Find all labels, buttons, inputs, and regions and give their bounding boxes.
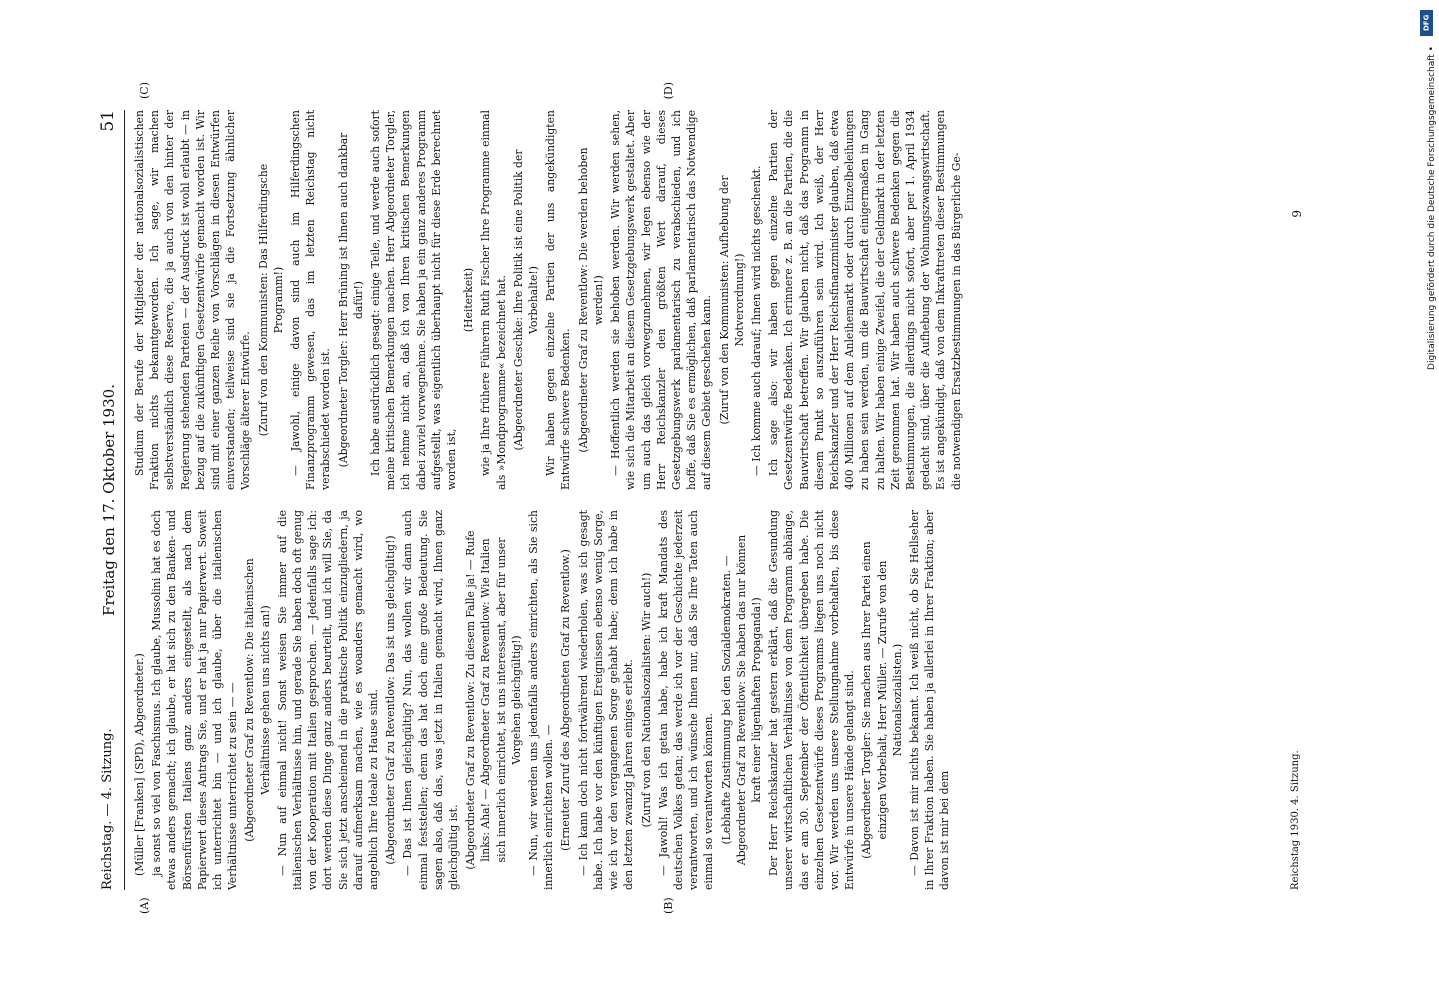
left-interjection-7: (Abgeordneter Torgler: Sie machen aus Ihrer Partei einen einzigen Vorbehalt, Herr Müller. — Zurufe von den Nationalsozialisten.): [860, 541, 904, 859]
page-number: 51: [98, 110, 118, 132]
left-interjection-4: (Erneuter Zuruf des Abgeordneten Graf zu Reventlow.): [559, 549, 573, 851]
left-interjection-5: (Zuruf von den Nationalsozialisten: Wir auch!): [639, 572, 653, 828]
right-interjection-4: (Abgeordneter Geschke: Ihre Politik ist eine Politik der Vorbehalte!): [511, 149, 541, 451]
right-interjection-5: (Abgeordneter Graf zu Reventlow: Die werden behoben werden!): [576, 147, 605, 453]
left-para-3: — Nun auf einmal nicht! Sonst weisen Sie immer auf die italienischen Verhältnisse hin, und gerade Sie haben doch oft genug von der Kooperation mit Italien gesprochen. — Jedenfalls sage ich: dort werden diese Dinge ganz anders beurteilt, und ich will Sie, da Sie sich jetzt anscheinend in die praktische Politik einzugliedern, ja darauf aufmerksam machen, wie es woanders gemacht wird, wo angeblich Ihre Ideale zu Hause sind.: [275, 510, 381, 890]
left-interjection-1: (Abgeordneter Graf zu Reventlow: Die italienischen Verhältnisse gehen uns nichts an!): [243, 558, 272, 842]
right-para-7: — Ich komme auch darauf; Ihnen wird nichts geschenkt.: [749, 165, 763, 476]
left-para-2: ja sonst so viel von Faschismus. Ich glaube, Mussolini hat es doch etwas anders gemacht; ich glaube, er hat sich zu den Banken- und Börsenfürsten Italiens ganz anders eingestellt, als nach dem Papierwert dieses Antrags Sie, und er hat ja nur Papierwert. Soweit ich unterrichtet bin — und ich glaube, über die italienischen Verhältnisse unterrichtet zu sein — —: [150, 510, 240, 890]
left-para-1: (Müller [Franken] (SPD), Abgeordneter.): [133, 653, 146, 876]
page-footer: [1290, 110, 1310, 890]
marker-c: (C): [138, 82, 151, 99]
right-interjection-2: (Abgeordneter Torgler: Herr Brüning ist Ihnen auch dankbar dafür!): [336, 132, 365, 468]
marker-d: (D): [662, 82, 675, 100]
dfg-logo: DFG: [1420, 10, 1433, 36]
right-para-5: Wir haben gegen einzelne Partien der uns angekündigten Entwürfe schwere Bedenken.: [544, 110, 573, 490]
left-para-8: Der Herr Reichskanzler hat gestern erklärt, daß die Gesundung unserer wirtschaftlichen Verhältnisse von dem Programm abhänge, das er am 30. September der Öffentlichkeit übergeben habe. Die einzelnen Gesetzentwürfe dieses Programms liegen uns noch nicht vor. Wir werden uns unsere Stellungnahme vorbehalten, bis diese Entwürfe in unsere Hände gelangt sind.: [767, 510, 857, 890]
credit-text: Digitalisierung gefördert durch die Deutsche Forschungsgemeinschaft •: [1427, 46, 1437, 370]
header-left: Reichstag. — 4. Sitzung.: [100, 728, 115, 890]
left-interjection-2: (Abgeordneter Graf zu Reventlow: Das ist uns gleichgültig!): [384, 535, 398, 865]
right-para-3: Ich habe ausdrücklich gesagt: einige Teile, und werde auch sofort meine kritischen Bemerkungen machen. Herr Abgeordneter Torgler, ich nehme nicht an, daß ich von Ihren kritischen Bemerkungen dabei zuviel vorwegnehme. Sie haben ja ein ganz anderes Programm aufgestellt, was eigentlich überhaupt nicht für diese Erde berechnet worden ist,: [369, 110, 459, 490]
right-para-8: Ich sage also: wir haben gegen einzelne Partien der Gesetzentwürfe Bedenken. Ich erinnere z. B. an die Partien, die die Bauwirtschaft betreffen. Wir glauben nicht, daß das Programm in diesem Punkt so auszuführen sein wird. Ich weiß, der Herr Reichskanzler und der Herr Reichsfinanzminister glauben, daß etwa 400 Millionen auf dem Anleihemarkt oder durch Einzelbeleihungen zu haben sein werden, um die Bauwirtschaft einigermaßen in Gang zu halten. Wir haben einige Zweifel, die der Geldmarkt in der letzten Zeit genommen hat. Wir haben auch schwere Bedenken gegen die Bestimmungen, die allerdings nicht sofort, aber per 1. April 1934 gedacht sind, über die Aufhebung der Wohnungszwangswirtschaft. Es ist angekündigt, daß von dem Inkrafttreten dieser Bestimmungen die notwendigen Ersatzbestimmungen in das Bürgerliche Ge-: [767, 110, 963, 490]
left-para-4: — Das ist Ihnen gleichgültig? Nun, das wollen wir dann auch einmal feststellen; denn das hat doch eine große Bedeutung. Sie sagen also, daß das, was jetzt in Italien gemacht wird, Ihnen ganz gleichgültig ist.: [401, 510, 461, 890]
left-para-6: — Ich kann doch nicht fortwährend wiederholen, was ich gesagt habe. Ich habe vor den künftigen Ereignissen ebenso wenig Sorge, wie ich vor den vergangenen Sorge gehabt habe; denn ich habe in den letzten zwanzig Jahren einiges erlebt.: [576, 510, 636, 890]
marker-b: (B): [662, 897, 675, 914]
header-date: Freitag den 17. Oktober 1930.: [100, 384, 118, 616]
right-para-1: Studium der Berufe der Mitglieder der nationalsozialistischen Fraktion nichts bekanntgeworden. Ich sage, wir machen selbstverständlich diese Reserve, die ja auch von den hinter der Regierung stehenden Parteien — der Ausdruck ist wohl erlaubt — in bezug auf die zukünftigen Gesetzentwürfe gemacht worden ist. Wir sind mit einer ganzen Reihe von Vorschlägen in diesen Entwürfen einverstanden; teilweise sind sie ja die Fortsetzung ähnlicher Vorschläge älterer Entwürfe.: [133, 110, 253, 490]
footer-left: Reichstag 1930. 4. Sitzung.: [1290, 750, 1301, 890]
right-column: [132, 110, 1278, 490]
signature-mark: 9: [1290, 210, 1304, 218]
marker-a: (A): [138, 897, 151, 914]
right-para-4: wie ja Ihre frühere Führerin Ruth Fischer Ihre Programme einmal als »Mondprogramme« bezeichnet hat.: [479, 110, 508, 490]
left-column: [132, 510, 1278, 890]
document-page: [92, 80, 1322, 920]
right-interjection-3: (Heiterkeit): [462, 267, 476, 333]
left-interjection-3: (Abgeordneter Graf zu Reventlow: Zu diesem Falle ja! — Rufe links: Aha! — Abgeordneter Graf zu Reventlow: Wie Italien sich innerlich einrichtet, ist uns interessant, aber für unser Vorgehen gleichgültig!): [464, 530, 523, 870]
left-interjection-6: (Lebhafte Zustimmung bei den Sozialdemokraten. — Abgeordneter Graf zu Reventlow: Sie haben das nur können kraft einer lügenhaften Propaganda!): [719, 534, 763, 866]
right-interjection-6: (Zuruf von den Kommunisten: Aufhebung der Notverordnung!): [717, 175, 746, 425]
left-para-9: — Davon ist mir nichts bekannt. Ich weiß nicht, ob Sie Hellseher in Ihrer Fraktion haben. Sie haben ja allerlei in Ihrer Fraktion; aber davon ist mir bei dem: [907, 510, 952, 890]
credit-strip: [1425, 8, 1439, 988]
left-para-5: — Nun, wir werden uns jedenfalls anders einrichten, als Sie sich innerlich einrichten wollen. —: [527, 510, 556, 890]
left-para-7: — Jawohl! Was ich getan habe, habe ich kraft Mandats des deutschen Volkes getan; das werde ich vor der Geschichte jederzeit verantworten, und ich wünsche Ihnen nur, daß Sie Ihre Taten auch einmal so verantworten können.: [656, 510, 716, 890]
right-interjection-1: (Zuruf von den Kommunisten: Das Hilferdingsche Programm!): [256, 163, 285, 437]
right-para-2: — Jawohl, einige davon sind auch im Hilferdingschen Finanzprogramm gewesen, das im letzten Reichstag nicht verabschiedet worden ist.: [289, 110, 333, 490]
right-para-6: — Hoffentlich werden sie behoben werden. Wir werden sehen, wie sich die Mitarbeit an diesem Gesetzgebungswerk gestaltet. Aber um auch das gleich vorwegzunehmen, wir legen ebenso wie der Herr Reichskanzler den größten Wert darauf, dieses Gesetzgebungswerk parlamentarisch zu verabschieden, und ich hoffe, daß Sie es ermöglichen, daß parlamentarisch das Notwendige auf diesem Gebiet geschehen kann.: [609, 110, 714, 490]
page-header: [98, 110, 125, 890]
